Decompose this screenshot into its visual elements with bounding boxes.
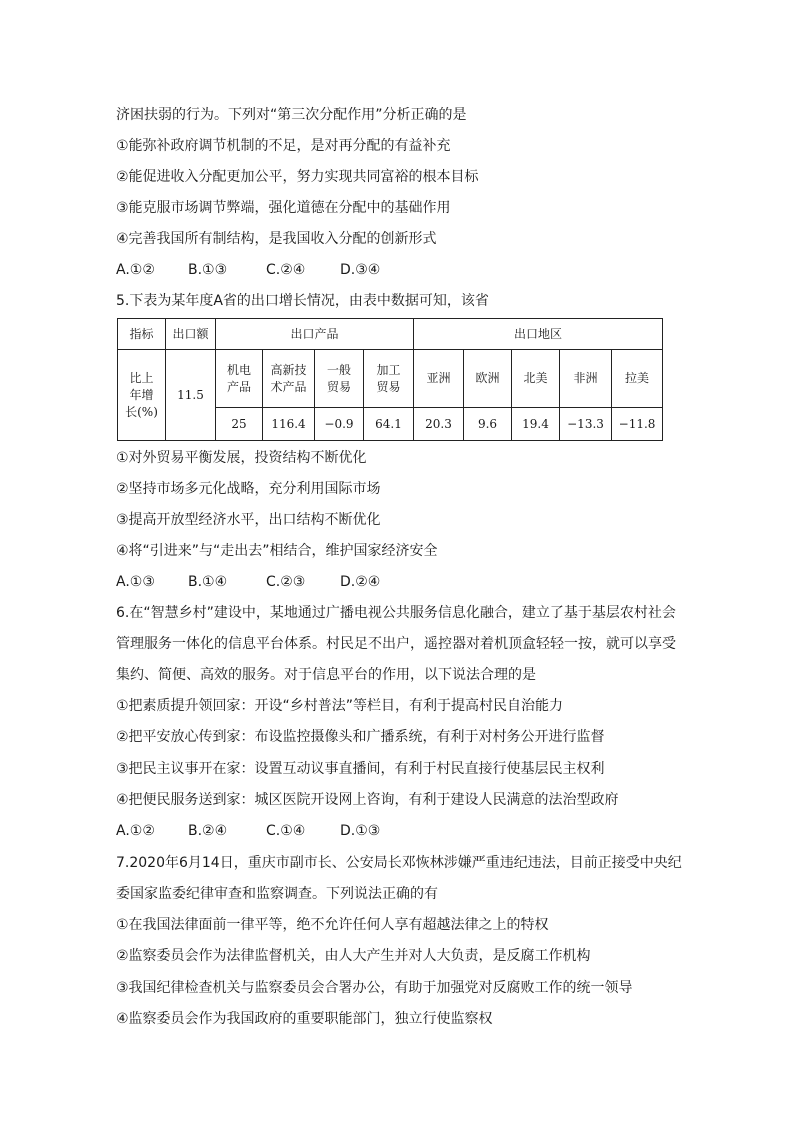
q6-item-3: ③把民主议事开在家：设置互动议事直播间，有利于村民直接行使基层民主权利 — [116, 761, 605, 777]
col-label-mechanical: 机电 产品 — [216, 350, 263, 408]
q4-options — [116, 261, 380, 279]
q6-item-1: ①把素质提升领回家：开设“乡村普法”等栏目，有利于提高村民自治能力 — [116, 698, 564, 714]
q5-option-c: C.②③ — [266, 574, 306, 590]
q7-stem-line-1: 7.2020年6月14日，重庆市副市长、公安局长邓恢林涉嫌严重违纪违法，目前正接受中央纪 — [116, 855, 682, 871]
cell-hightech: 116.4 — [263, 408, 315, 441]
col-label-general-trade: 一般 贸易 — [315, 350, 364, 408]
q6-stem-line-3: 集约、简便、高效的服务。对于信息平台的作用，以下说法合理的是 — [116, 667, 536, 683]
q5-option-d: D.②④ — [340, 574, 381, 590]
q7-item-2: ②监察委员会作为法律监督机关，由人大产生并对人大负责，是反腐工作机构 — [116, 948, 591, 964]
q4-item-3: ③能克服市场调节弊端，强化道德在分配中的基础作用 — [116, 200, 451, 216]
row-label-growth: 比上 年增 长(%) — [118, 350, 166, 441]
header-export-total: 出口额 — [166, 319, 216, 350]
q4-option-a: A.①② — [116, 262, 155, 278]
q7-item-4: ④监察委员会作为我国政府的重要职能部门，独立行使监察权 — [116, 1011, 493, 1027]
cell-mechanical: 25 — [216, 408, 263, 441]
header-indicator: 指标 — [118, 319, 166, 350]
col-label-africa: 非洲 — [560, 350, 612, 408]
cell-europe: 9.6 — [464, 408, 512, 441]
cell-total-value: 11.5 — [166, 350, 216, 441]
q6-option-d: D.①③ — [340, 823, 381, 839]
q4-item-1: ①能弥补政府调节机制的不足，是对再分配的有益补充 — [116, 138, 451, 154]
q5-option-b: B.①④ — [188, 574, 228, 590]
q5-item-1: ①对外贸易平衡发展，投资结构不断优化 — [116, 450, 367, 466]
q4-item-2: ②能促进收入分配更加公平，努力实现共同富裕的根本目标 — [116, 169, 479, 185]
q6-item-4: ④把便民服务送到家：城区医院开设网上咨询，有利于建设人民满意的法治型政府 — [116, 792, 619, 808]
col-label-processing-trade: 加工 贸易 — [364, 350, 414, 408]
q6-stem-line-2: 管理服务一体化的信息平台体系。村民足不出户，遥控器对着机顶盒轻轻一按，就可以享受 — [116, 636, 676, 652]
cell-latin-america: −11.8 — [612, 408, 663, 441]
q4-option-b: B.①③ — [188, 262, 228, 278]
q6-item-2: ②把平安放心传到家：布设监控摄像头和广播系统，有利于对村务公开进行监督 — [116, 729, 605, 745]
q4-option-d: D.③④ — [340, 262, 381, 278]
cell-general-trade: −0.9 — [315, 408, 364, 441]
q7-item-1: ①在我国法律面前一律平等，绝不允许任何人享有超越法律之上的特权 — [116, 917, 549, 933]
col-label-north-america: 北美 — [512, 350, 560, 408]
cell-africa: −13.3 — [560, 408, 612, 441]
cell-north-america: 19.4 — [512, 408, 560, 441]
col-label-europe: 欧洲 — [464, 350, 512, 408]
q4-stem-tail: 济困扶弱的行为。下列对“第三次分配作用”分析正确的是 — [116, 107, 467, 123]
q7-item-3: ③我国纪律检查机关与监察委员会合署办公，有助于加强党对反腐败工作的统一领导 — [116, 980, 633, 996]
q4-option-c: C.②④ — [266, 262, 306, 278]
q5-options — [116, 573, 380, 591]
q5-item-2: ②坚持市场多元化战略，充分利用国际市场 — [116, 481, 381, 497]
col-label-latin-america: 拉美 — [612, 350, 663, 408]
q6-option-a: A.①② — [116, 823, 155, 839]
q5-stem: 5.下表为某年度A省的出口增长情况，由表中数据可知，该省 — [116, 293, 489, 309]
cell-processing-trade: 64.1 — [364, 408, 414, 441]
q5-option-a: A.①③ — [116, 574, 155, 590]
col-label-asia: 亚洲 — [414, 350, 464, 408]
q6-option-b: B.②④ — [188, 823, 228, 839]
col-label-hightech: 高新技 术产品 — [263, 350, 315, 408]
header-regions: 出口地区 — [414, 319, 663, 350]
q5-item-4: ④将“引进来”与“走出去”相结合，维护国家经济安全 — [116, 543, 438, 559]
q5-item-3: ③提高开放型经济水平，出口结构不断优化 — [116, 512, 381, 528]
cell-asia: 20.3 — [414, 408, 464, 441]
header-products: 出口产品 — [216, 319, 414, 350]
export-growth-table — [117, 318, 663, 441]
q4-item-4: ④完善我国所有制结构，是我国收入分配的创新形式 — [116, 231, 437, 247]
q6-stem-line-1: 6.在“智慧乡村”建设中，某地通过广播电视公共服务信息化融合，建立了基于基层农村社会 — [116, 605, 676, 621]
q7-stem-line-2: 委国家监委纪律审查和监察调查。下列说法正确的有 — [116, 886, 438, 902]
q6-option-c: C.①④ — [266, 823, 306, 839]
q6-options — [116, 822, 380, 840]
